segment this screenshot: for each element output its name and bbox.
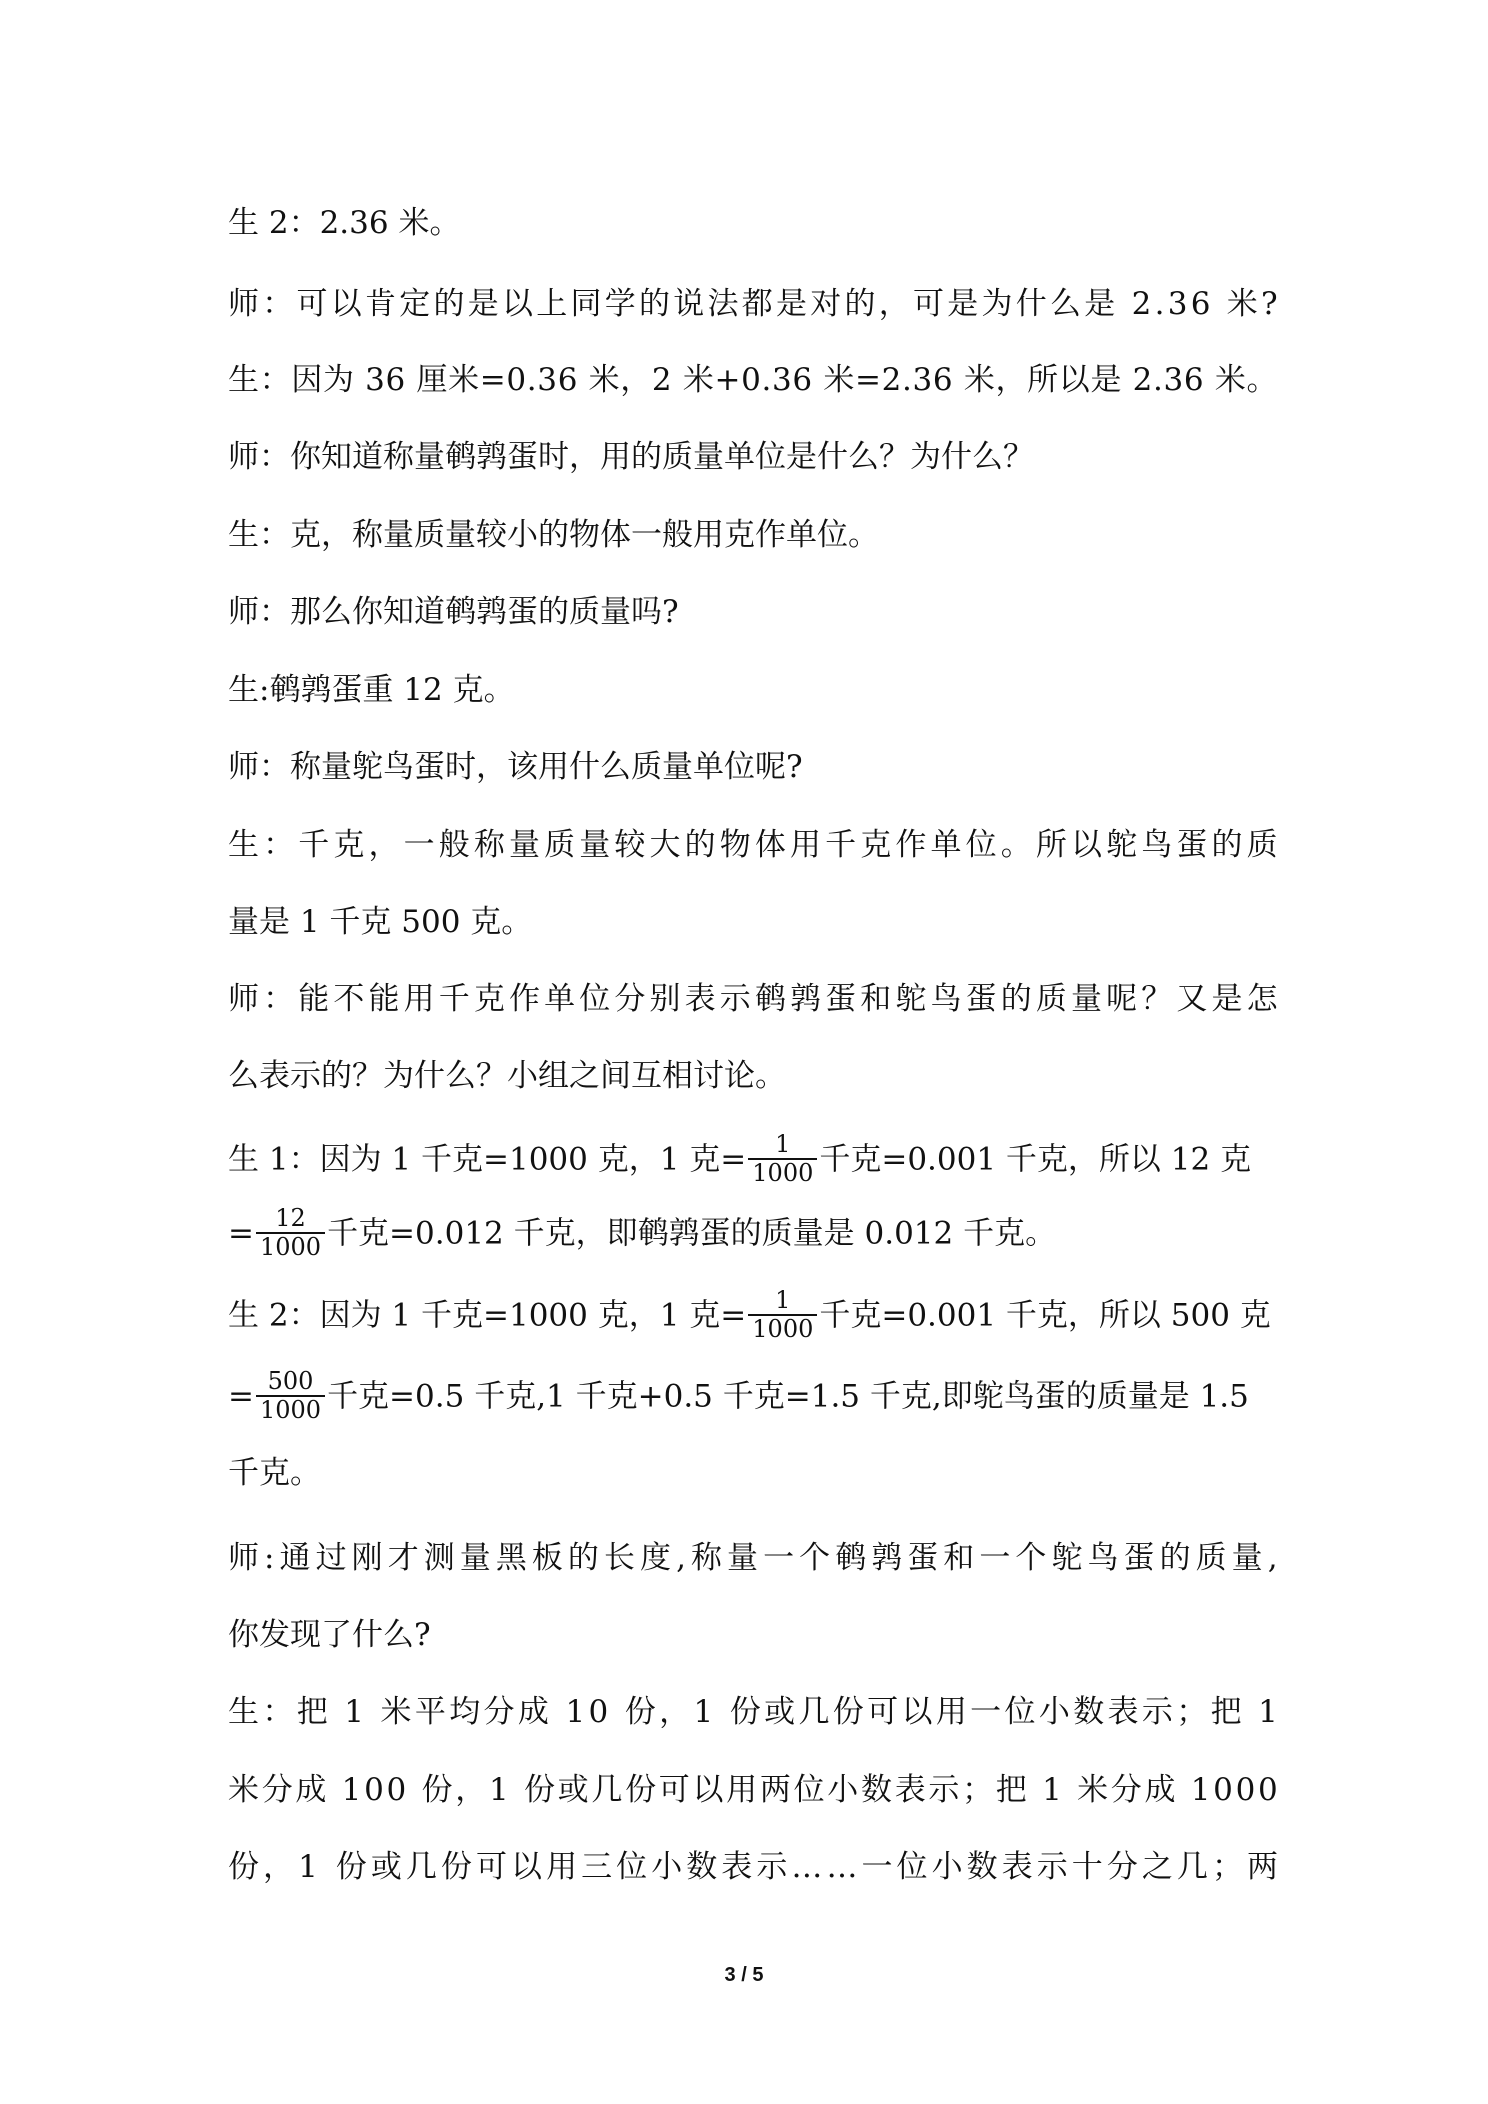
paragraph-line: 千克。	[228, 1455, 321, 1491]
formula-text: 生 1：因为 1 千克=1000 克，1 克=	[228, 1141, 747, 1178]
formula-text: =	[228, 1215, 254, 1252]
fraction-numerator: 1	[748, 1287, 817, 1316]
paragraph-line: 生 ： 千 克 ， 一 般 称 量 质 量 较 大 的 物 体 用 千 克 作 单 位 。 所 以 鸵 鸟 蛋 的 质	[228, 827, 1278, 863]
fraction-denominator: 1000	[752, 1315, 814, 1343]
formula-text: =	[228, 1378, 254, 1415]
page-number: 3 / 5	[724, 1964, 764, 1986]
formula-text: 千克=0.001 千克，所以 12 克	[819, 1141, 1252, 1178]
formula-line	[228, 1130, 1278, 1189]
fraction-numerator: 1	[748, 1131, 817, 1160]
paragraph-line: 生 ： 因 为 3 6 厘 米 = 0 . 3 6 米 ， 2 米 + 0 . 3 6 米 = 2 . 3 6 米 ， 所 以 是 2 . 3 6 米 。	[228, 362, 1278, 398]
fraction	[748, 1131, 817, 1187]
formula-line	[228, 1367, 1278, 1426]
formula-text: 千克=0.001 千克，所以 500 克	[819, 1297, 1271, 1334]
formula-text: 千克=0.5 千克,1 千克+0.5 千克=1.5 千克,即鸵鸟蛋的质量是 1.5	[327, 1378, 1249, 1415]
fraction-denominator: 1000	[752, 1159, 814, 1187]
paragraph-line: 份 ， 1 份 或 几 份 可 以 用 三 位 小 数 表 示 … … 一 位 小 数 表 示 十 分 之 几 ； 两	[228, 1849, 1278, 1885]
fraction-numerator: 12	[256, 1205, 325, 1234]
paragraph-line: 生 2：2.36 米。	[228, 205, 461, 241]
paragraph-line: 师 ： 能 不 能 用 千 克 作 单 位 分 别 表 示 鹌 鹑 蛋 和 鸵 鸟 蛋 的 质 量 呢 ？ 又 是 怎	[228, 981, 1278, 1017]
paragraph-line: 么表示的？为什么？小组之间互相讨论。	[228, 1058, 786, 1094]
formula-text: 生 2：因为 1 千克=1000 克，1 克=	[228, 1297, 747, 1334]
paragraph-line: 师：称量鸵鸟蛋时，该用什么质量单位呢?	[228, 749, 803, 785]
paragraph-line: 师：你知道称量鹌鹑蛋时，用的质量单位是什么？为什么？	[228, 439, 1034, 475]
formula-line	[228, 1204, 1278, 1263]
fraction	[748, 1287, 817, 1343]
formula-line	[228, 1286, 1278, 1345]
paragraph-line: 师 : 通 过 刚 才 测 量 黑 板 的 长 度 , 称 量 一 个 鹌 鹑 蛋 和 一 个 鸵 鸟 蛋 的 质 量 ,	[228, 1540, 1278, 1576]
fraction	[256, 1205, 325, 1261]
paragraph-line: 生 ： 把 1 米 平 均 分 成 1 0 份 ， 1 份 或 几 份 可 以 用 一 位 小 数 表 示 ； 把 1	[228, 1694, 1278, 1730]
fraction-numerator: 500	[256, 1368, 325, 1397]
paragraph-line: 你发现了什么?	[228, 1617, 431, 1653]
formula-text: 千克=0.012 千克，即鹌鹑蛋的质量是 0.012 千克。	[327, 1215, 1057, 1252]
paragraph-line: 量是 1 千克 500 克。	[228, 904, 533, 940]
paragraph-line: 米 分 成 1 0 0 份 ， 1 份 或 几 份 可 以 用 两 位 小 数 表 示 ； 把 1 米 分 成 1 0 0 0	[228, 1772, 1278, 1808]
fraction	[256, 1368, 325, 1424]
paragraph-line: 师：那么你知道鹌鹑蛋的质量吗?	[228, 594, 679, 630]
paragraph-line: 生:鹌鹑蛋重 12 克。	[228, 672, 515, 708]
fraction-denominator: 1000	[259, 1396, 322, 1424]
fraction-denominator: 1000	[259, 1233, 322, 1261]
paragraph-line: 师 ： 可 以 肯 定 的 是 以 上 同 学 的 说 法 都 是 对 的 ， 可 是 为 什 么 是 2 . 3 6 米 ?	[228, 286, 1278, 322]
paragraph-line: 生：克，称量质量较小的物体一般用克作单位。	[228, 517, 879, 553]
